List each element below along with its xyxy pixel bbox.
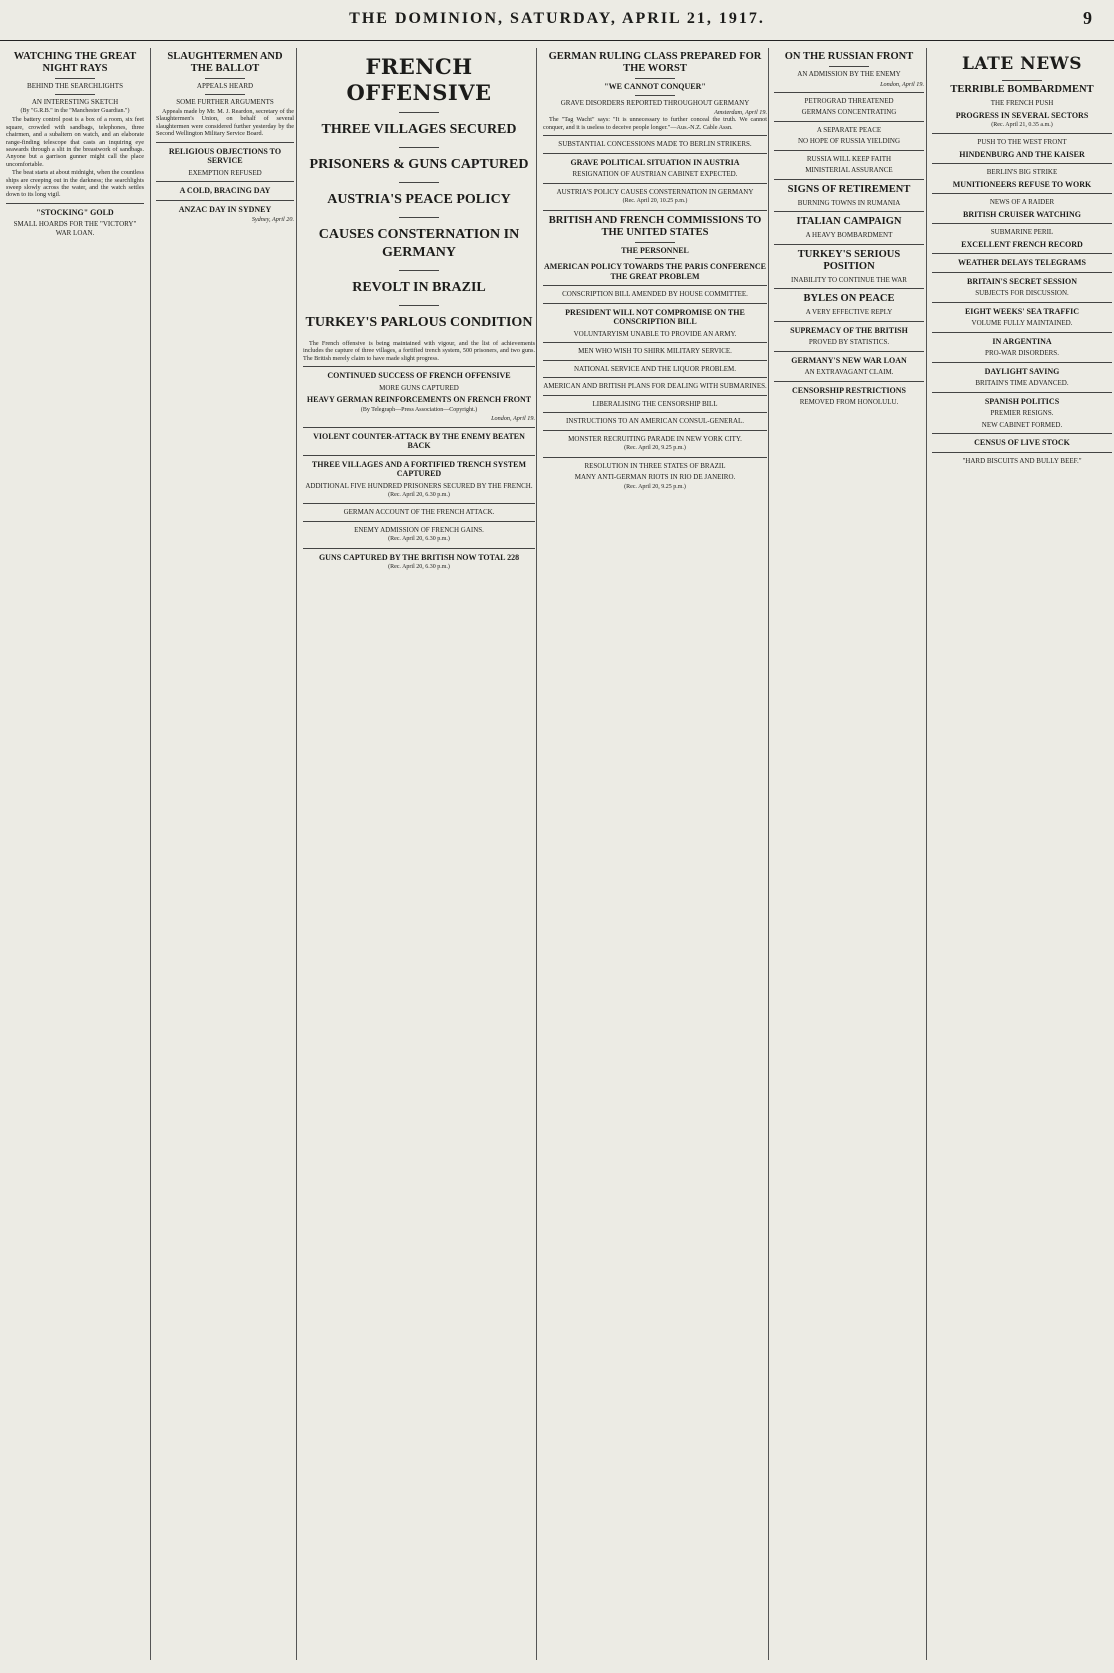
deck-headline: TURKEY'S PARLOUS CONDITION <box>305 315 533 330</box>
subhead: THE FRENCH PUSH <box>990 99 1054 107</box>
rule <box>635 242 675 243</box>
received-time: (Rec. April 20, 6.30 p.m.) <box>388 564 450 571</box>
headline: MONSTER RECRUITING PARADE IN NEW YORK CITY. <box>568 434 742 443</box>
headline: CONSCRIPTION BILL AMENDED BY HOUSE COMMITTEE. <box>562 290 748 299</box>
rule <box>543 430 767 431</box>
headline: SIGNS OF RETIREMENT <box>787 183 911 195</box>
headline: GRAVE POLITICAL SITUATION IN AUSTRIA <box>570 157 740 167</box>
received-time: (Rec. April 20, 10.25 p.m.) <box>622 198 688 205</box>
headline: RELIGIOUS OBJECTIONS TO SERVICE <box>168 146 282 166</box>
headline: SLAUGHTERMEN AND THE BALLOT <box>167 51 283 74</box>
rule <box>543 360 767 361</box>
subhead: GERMANS CONCENTRATING <box>801 108 897 117</box>
subhead: BEHIND THE SEARCHLIGHTS <box>27 82 123 90</box>
deck-headline: THREE VILLAGES SECURED <box>321 122 517 137</box>
rule <box>55 94 95 95</box>
rule <box>932 332 1112 333</box>
rule <box>932 163 1112 164</box>
rule <box>399 147 439 148</box>
rule <box>932 223 1112 224</box>
headline: SUBMARINE PERIL <box>990 228 1054 237</box>
rule <box>399 112 439 113</box>
subhead: AMERICAN POLICY TOWARDS THE PARIS CONFERENCE THE GREAT PROBLEM <box>543 262 767 281</box>
headline: ENEMY ADMISSION OF FRENCH GAINS. <box>354 525 484 534</box>
subhead: THE PERSONNEL <box>621 245 689 255</box>
headline: WATCHING THE GREAT NIGHT RAYS <box>13 51 137 74</box>
headline: ANZAC DAY IN SYDNEY <box>178 204 272 214</box>
deck-headline: REVOLT IN BRAZIL <box>352 280 486 295</box>
received-time: (Rec. April 21, 0.35 a.m.) <box>991 122 1053 128</box>
rule <box>156 142 294 143</box>
rule <box>205 78 245 79</box>
subhead: NO HOPE OF RUSSIA YIELDING <box>797 137 901 146</box>
rule <box>156 200 294 201</box>
rule <box>932 253 1112 254</box>
column-german-ruling-class <box>536 48 767 1660</box>
dateline: Sydney, April 20. <box>251 216 294 224</box>
subhead: SUBJECTS FOR DISCUSSION. <box>975 289 1069 298</box>
received-time: (Rec. April 20, 9.25 p.m.) <box>624 483 686 490</box>
column-slaughtermen <box>150 48 294 1660</box>
rule <box>303 503 535 504</box>
subhead: BURNING TOWNS IN RUMANIA <box>797 198 901 207</box>
headline: THREE VILLAGES AND A FORTIFIED TRENCH SYSTEM CAPTURED <box>311 459 527 479</box>
credit: (By Telegraph—Press Association—Copyright.) <box>360 406 478 413</box>
headline: TERRIBLE BOMBARDMENT <box>950 84 1094 95</box>
headline: SPANISH POLITICS <box>984 396 1060 406</box>
headline: BRITISH AND FRENCH COMMISSIONS TO THE UNITED STATES <box>548 214 762 238</box>
late-news-headline: LATE NEWS <box>961 54 1083 74</box>
rule <box>1002 80 1042 81</box>
rule <box>399 305 439 306</box>
subhead: AN EXTRAVAGANT CLAIM. <box>804 368 894 377</box>
paragraph: The beat starts at about midnight, when the countless ships are creeping out in the darkness; the searchlights sweep slowly across the water, and the watch settles down to its long vigil. <box>6 169 144 199</box>
rule <box>635 95 675 96</box>
rule <box>399 182 439 183</box>
paragraph: The battery control post is a box of a room, six feet square, crowded with sandbags, telephones, three chairmen, and a subaltern on watch, and an elaborate range-finding telescope that casts an inquiring eye seawards through a slit in the breastwork of sandbags. Anyone but a garrison gunner might call the place uncomfortable. <box>6 116 144 168</box>
subhead: A HEAVY BOMBARDMENT <box>805 231 893 240</box>
headline: SUBSTANTIAL CONCESSIONS MADE TO BERLIN STRIKERS. <box>558 140 752 149</box>
received-time: (Rec. April 20, 6.30 p.m.) <box>388 536 450 543</box>
rule <box>829 66 869 67</box>
headline: ON THE RUSSIAN FRONT <box>784 51 914 62</box>
headline: A COLD, BRACING DAY <box>179 186 271 196</box>
subhead: INABILITY TO CONTINUE THE WAR <box>791 275 907 284</box>
rule <box>543 412 767 413</box>
subhead: BRITISH CRUISER WATCHING <box>963 209 1081 219</box>
headline: BERLIN'S BIG STRIKE <box>986 168 1058 177</box>
subhead: VOLUME FULLY MAINTAINED. <box>971 319 1073 328</box>
rule <box>774 244 924 245</box>
main-headline: FRENCH OFFENSIVE <box>346 54 492 105</box>
subhead: EXCELLENT FRENCH RECORD <box>961 239 1083 249</box>
subhead: HINDENBURG AND THE KAISER <box>959 149 1085 159</box>
headline: GERMANY'S NEW WAR LOAN <box>791 355 907 365</box>
rule <box>774 351 924 352</box>
headline: NATIONAL SERVICE AND THE LIQUOR PROBLEM. <box>574 364 736 373</box>
received-time: (Rec. April 20, 6.30 p.m.) <box>388 492 450 499</box>
rule <box>156 181 294 182</box>
rule <box>399 217 439 218</box>
headline: MEN WHO WISH TO SHIRK MILITARY SERVICE. <box>578 347 732 356</box>
received-time: (Rec. April 20, 9.25 p.m.) <box>624 445 686 452</box>
subhead: SOME FURTHER ARGUMENTS <box>176 97 274 106</box>
subhead: HEAVY GERMAN REINFORCEMENTS ON FRENCH FRONT <box>306 395 532 405</box>
rule <box>932 133 1112 134</box>
dateline: London, April 19. <box>880 80 924 88</box>
rule <box>399 270 439 271</box>
paragraph: Appeals made by Mr. M. J. Reardon, secretary of the Slaughtermen's Union, on behalf of several slaughtermen were considered further yesterday by the Second Wellington Military Service Board. <box>156 108 294 138</box>
subhead: BRITAIN'S TIME ADVANCED. <box>975 379 1069 388</box>
deck-headline: AUSTRIA'S PEACE POLICY <box>327 192 511 207</box>
subhead: VOLUNTARYISM UNABLE TO PROVIDE AN ARMY. <box>573 329 737 338</box>
rule <box>774 211 924 212</box>
rule <box>6 203 144 204</box>
byline: (By "G.R.B." in the "Manchester Guardian.") <box>20 108 130 114</box>
subhead: AN INTERESTING SKETCH <box>31 97 119 106</box>
dateline: London, April 19. <box>491 415 535 423</box>
rule <box>543 395 767 396</box>
headline: AUSTRIA'S POLICY CAUSES CONSTERNATION IN GERMANY <box>556 187 754 196</box>
headline: CENSUS OF LIVE STOCK <box>974 438 1070 448</box>
rule <box>774 150 924 151</box>
rule <box>932 193 1112 194</box>
headline: "STOCKING" GOLD <box>36 207 114 217</box>
rule <box>774 179 924 180</box>
headline: PETROGRAD THREATENED <box>804 96 894 105</box>
rule <box>932 272 1112 273</box>
rule <box>635 78 675 79</box>
headline: INSTRUCTIONS TO AN AMERICAN CONSUL-GENERAL. <box>565 417 745 426</box>
headline: RESOLUTION IN THREE STATES OF BRAZIL <box>584 461 726 470</box>
subhead: GRAVE DISORDERS REPORTED THROUGHOUT GERMANY <box>560 98 750 107</box>
page-number: 9 <box>1083 8 1092 28</box>
column-russian-front <box>768 48 924 1660</box>
subhead: PRO-WAR DISORDERS. <box>985 349 1059 358</box>
rule <box>205 94 245 95</box>
rule <box>932 302 1112 303</box>
headline: PRESIDENT WILL NOT COMPROMISE ON THE CONSCRIPTION BILL <box>565 307 745 327</box>
quote-headline: "WE CANNOT CONQUER" <box>604 82 706 91</box>
subhead: PROVED BY STATISTICS. <box>808 338 890 347</box>
headline: ITALIAN CAMPAIGN <box>796 216 902 228</box>
rule <box>774 321 924 322</box>
rule <box>303 455 535 456</box>
headline: GERMAN ACCOUNT OF THE FRENCH ATTACK. <box>343 508 495 517</box>
rule <box>303 548 535 549</box>
dateline: Amsterdam, April 19. <box>714 109 767 116</box>
subhead: SMALL HOARDS FOR THE "VICTORY" WAR LOAN. <box>13 220 137 237</box>
paragraph: The "Tag Wacht" says: "It is unnecessary to further conceal the truth. We cannot conquer, and it is useless to deceive people longer."—Aus.-N.Z. Cable Assn. <box>543 116 767 131</box>
column-french-offensive <box>296 48 535 1660</box>
masthead <box>0 0 1114 41</box>
rule <box>932 362 1112 363</box>
rule <box>55 78 95 79</box>
rule <box>774 288 924 289</box>
rule <box>543 457 767 458</box>
headline: VIOLENT COUNTER-ATTACK BY THE ENEMY BEATEN BACK <box>313 431 525 451</box>
headline: DAYLIGHT SAVING <box>984 366 1060 376</box>
subhead: EXEMPTION REFUSED <box>188 168 262 177</box>
rule <box>932 452 1112 453</box>
rule <box>543 210 767 211</box>
headline: GUNS CAPTURED BY THE BRITISH NOW TOTAL 228 <box>318 552 520 562</box>
rule <box>543 183 767 184</box>
rule <box>543 303 767 304</box>
headline: IN ARGENTINA <box>992 336 1052 346</box>
headline: A SEPARATE PEACE <box>816 125 882 134</box>
subhead: NEW CABINET FORMED. <box>981 420 1063 429</box>
headline: "HARD BISCUITS AND BULLY BEEF." <box>962 456 1082 465</box>
rule <box>543 135 767 136</box>
subhead: MANY ANTI-GERMAN RIOTS IN RIO DE JANEIRO. <box>574 473 736 482</box>
headline: AMERICAN AND BRITISH PLANS FOR DEALING WITH SUBMARINES. <box>543 382 767 391</box>
rule <box>635 258 675 259</box>
rule <box>774 381 924 382</box>
rule <box>543 285 767 286</box>
subhead: ADDITIONAL FIVE HUNDRED PRISONERS SECURED BY THE FRENCH. <box>305 481 533 490</box>
subhead: MORE GUNS CAPTURED <box>379 383 459 392</box>
subhead: A VERY EFFECTIVE REPLY <box>805 308 893 317</box>
headline: BRITAIN'S SECRET SESSION <box>967 276 1077 286</box>
deck-headline: CAUSES CONSTERNATION IN GERMANY <box>318 227 520 260</box>
subhead: APPEALS HEARD <box>196 82 254 90</box>
rule <box>303 521 535 522</box>
headline: RUSSIA WILL KEEP FAITH <box>806 154 892 163</box>
rule <box>543 153 767 154</box>
headline: TURKEY'S SERIOUS POSITION <box>797 248 901 272</box>
lead-paragraph: The French offensive is being maintained with vigour, and the list of achievements includes the capture of three villages, a fortified trench system, 500 prisoners, and two guns. The British merely claim to have made slight progress. <box>303 340 535 362</box>
headline: CONTINUED SUCCESS OF FRENCH OFFENSIVE <box>327 371 511 381</box>
paper-title: THE DOMINION, SATURDAY, APRIL 21, 1917. <box>349 10 765 27</box>
headline: CENSORSHIP RESTRICTIONS <box>791 385 907 395</box>
rule <box>543 342 767 343</box>
rule <box>774 121 924 122</box>
rule <box>774 92 924 93</box>
column-searchlights <box>6 48 144 1660</box>
headline: SUPREMACY OF THE BRITISH <box>790 325 908 335</box>
rule <box>543 377 767 378</box>
headline: PUSH TO THE WEST FRONT <box>977 138 1067 147</box>
rule <box>303 366 535 367</box>
subhead: MINISTERIAL ASSURANCE <box>805 166 893 175</box>
headline: LIBERALISING THE CENSORSHIP BILL <box>592 399 718 408</box>
subhead: REMOVED FROM HONOLULU. <box>799 398 899 407</box>
subhead: AN ADMISSION BY THE ENEMY <box>797 70 901 78</box>
headline: BYLES ON PEACE <box>803 293 895 305</box>
column-late-news <box>926 48 1112 1660</box>
subhead: PREMIER RESIGNS. <box>990 409 1054 418</box>
subhead: MUNITIONEERS REFUSE TO WORK <box>952 179 1092 189</box>
subhead: PROGRESS IN SEVERAL SECTORS <box>955 110 1089 120</box>
rule <box>932 433 1112 434</box>
subhead: RESIGNATION OF AUSTRIAN CABINET EXPECTED. <box>572 170 738 179</box>
headline: NEWS OF A RAIDER <box>989 198 1055 207</box>
deck-headline: PRISONERS & GUNS CAPTURED <box>309 157 529 172</box>
rule <box>303 427 535 428</box>
headline: WEATHER DELAYS TELEGRAMS <box>958 258 1086 268</box>
headline: EIGHT WEEKS' SEA TRAFFIC <box>964 306 1080 316</box>
rule <box>932 392 1112 393</box>
headline: GERMAN RULING CLASS PREPARED FOR THE WORST <box>548 51 762 74</box>
